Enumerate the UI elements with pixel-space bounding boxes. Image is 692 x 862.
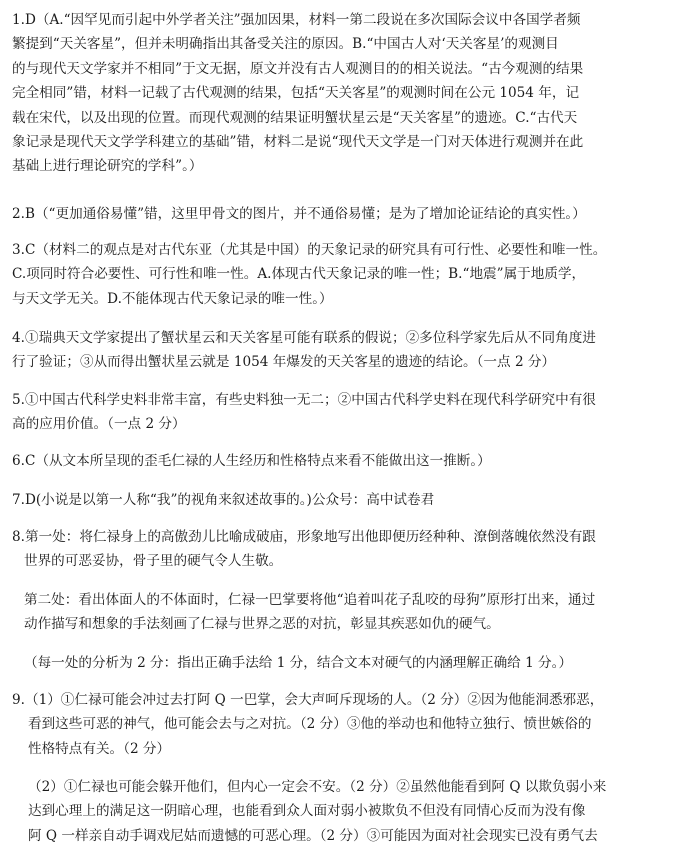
- answer-1-line-3: 的与现代天文学家并不相同”于文无据，原文并没有古人观测目的的相关说法。“古今观测的结果: [12, 60, 584, 77]
- answer-8-line-2: 世界的可恶妥协，骨子里的硬气令人生敬。: [24, 553, 283, 570]
- answer-3-line-1: 3.C（材料二的观点是对古代东亚（尤其是中国）的天象记录的研究具有可行性、必要性和唯一性。: [12, 242, 607, 258]
- answer-1-line-1: 1.D（A.“因罕见而引起中外学者关注”强加因果，材料一第二段说在多次国际会议中各国学者频: [12, 12, 581, 28]
- answer-4-line-2: 行了验证；③从而得出蟹状星云就是 1054 年爆发的天关客星的遗迹的结论。（一点 2 分）: [12, 354, 556, 371]
- answer-5: [12, 388, 686, 437]
- answer-3-line-2: C.项同时符合必要性、可行性和唯一性。A.体现古代天象记录的唯一性；B.“地震”属于地质学，: [12, 266, 586, 283]
- answer-9-part-2-line-3: 阿 Q 一样亲自动手调戏尼姑而遗憾的可恶心理。（2 分）③可能因为面对社会现实已没有勇气去: [28, 827, 598, 844]
- answer-8-part-1: [12, 525, 686, 574]
- answer-1: [12, 8, 686, 179]
- answer-8-scoring-line: （每一处的分析为 2 分：指出正确手法给 1 分，结合文本对硬气的内涵理解正确给 1 分。）: [24, 655, 573, 671]
- answer-4: [12, 326, 686, 375]
- answer-9-part-2-line-2: 达到心理上的满足这一阴暗心理，也能看到众人面对弱小被欺负不但没有同情心反而为没有像: [28, 803, 586, 820]
- answer-9-part-2-line-1: （2）①仁禄也可能会躲开他们，但内心一定会不安。（2 分）②虽然他能看到阿 Q 以欺负弱小来: [28, 779, 607, 795]
- answer-8-scoring: [24, 651, 686, 675]
- answer-1-line-2: 繁提到“天关客星”，但并未明确指出其备受关注的原因。B.“中国古人对‘天关客星’的观测目: [12, 36, 559, 53]
- answer-2-line-1: 2.B（“更加通俗易懂”错，这里甲骨文的图片，并不通俗易懂；是为了增加论证结论的真实性。）: [12, 206, 586, 222]
- answer-7-line-1: 7.D(小说是以第一人称“我”的视角来叙述故事的。)公众号：高中试卷君: [12, 492, 435, 508]
- answer-2: [12, 202, 686, 226]
- answer-6-line-1: 6.C（从文本所呈现的歪毛仁禄的人生经历和性格特点来看不能做出这一推断。）: [12, 453, 491, 469]
- answer-9-line-3: 性格特点有关。（2 分）: [28, 740, 171, 757]
- answer-6: [12, 449, 686, 473]
- answer-8-line-1: 8.第一处：将仁禄身上的高傲劲儿比喻成破庙，形象地写出他即便历经种种、潦倒落魄依然没有跟: [12, 529, 596, 545]
- answer-9-line-1: 9.（1）①仁禄可能会冲过去打阿 Q 一巴掌，会大声呵斥现场的人。（2 分）②因为他能洞悉邪恶，: [12, 692, 604, 708]
- answer-1-line-4: 完全相同”错，材料一记载了古代观测的结果，包括“天关客星”的观测时间在公元 1054 年，记: [12, 85, 580, 102]
- answer-8-part-2-line-1: 第二处：看出体面人的不体面时，仁禄一巴掌要将他“追着叫花子乱咬的母狗”原形打出来，通过: [24, 592, 596, 608]
- answer-9-part-1: [12, 688, 686, 761]
- answer-5-line-2: 高的应用价值。（一点 2 分）: [12, 416, 186, 433]
- answer-3: [12, 238, 686, 311]
- answer-5-line-1: 5.①中国古代科学史料非常丰富，有些史料独一无二；②中国古代科学史料在现代科学研究中有很: [12, 392, 596, 408]
- answer-9-part-2: [28, 775, 686, 848]
- answer-9-line-2: 看到这些可恶的神气，他可能会去与之对抗。（2 分）③他的举动也和他特立独行、愤世嫉俗的: [28, 716, 592, 733]
- answer-8-part-2: [24, 588, 686, 637]
- answer-1-line-6: 象记录是现代天文学学科建立的基础”错，材料二是说“现代天文学是一门对天体进行观测并在此: [12, 134, 584, 151]
- answer-4-line-1: 4.①瑞典天文学家提出了蟹状星云和天关客星可能有联系的假说；②多位科学家先后从不同角度进: [12, 330, 596, 346]
- answer-7: [12, 488, 686, 512]
- answer-8-part-2-line-2: 动作描写和想象的手法刻画了仁禄与世界之恶的对抗，彰显其疾恶如仇的硬气。: [24, 616, 500, 633]
- answer-1-line-7: 基础上进行理论研究的学科”。）: [12, 158, 203, 175]
- answer-1-line-5: 载在宋代，以及出现的位置。而现代观测的结果证明蟹状星云是“天关客星”的遗迹。C.“古代天: [12, 109, 578, 126]
- answer-3-line-3: 与天文学无关。D.不能体现古代天象记录的唯一性。）: [12, 290, 333, 307]
